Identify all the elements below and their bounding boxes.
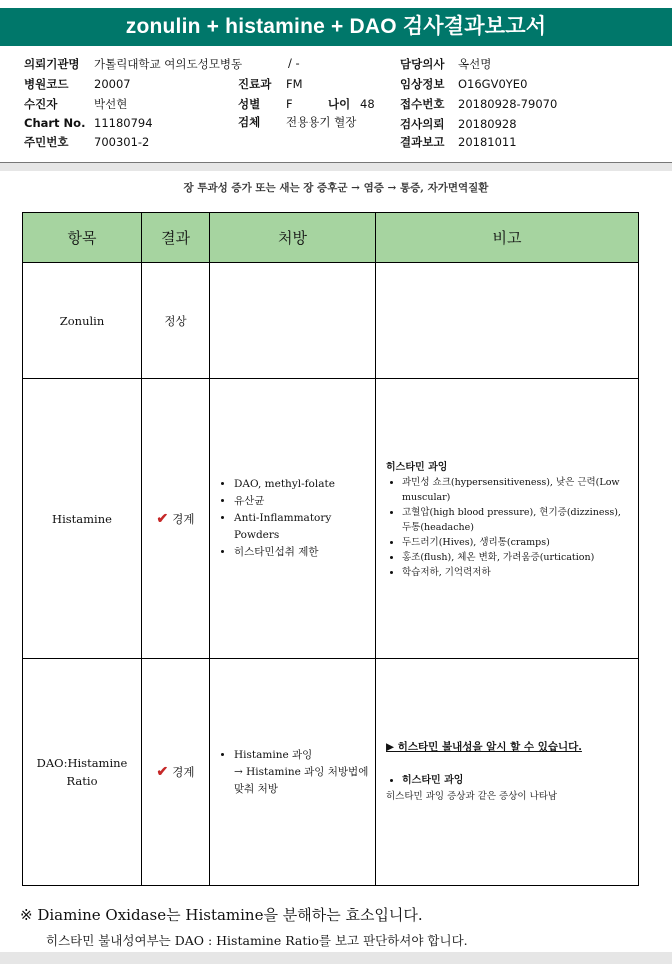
- row-ratio-prescription: [209, 658, 376, 886]
- list-item: • 히스타민섭취 제한: [234, 544, 369, 561]
- list-item: • DAO, methyl-folate: [234, 476, 369, 493]
- check-icon: ✔: [156, 764, 169, 780]
- report-value: 20181011: [458, 135, 517, 149]
- ratio-prescription-list: [218, 747, 369, 764]
- chart-label: Chart No.: [24, 116, 86, 130]
- row-histamine-prescription: [209, 378, 376, 659]
- prescription-list: [218, 476, 369, 561]
- receipt-value: 20180928-79070: [458, 97, 558, 111]
- list-item: • 유산균: [234, 493, 369, 510]
- gray-band: [0, 163, 672, 171]
- doctor-label: 담당의사: [400, 57, 445, 71]
- sex-label: 성별: [238, 97, 261, 111]
- code-value: 20007: [94, 77, 131, 91]
- note-text: 히스타민 과잉 증상과 같은 증상이 나타남: [386, 791, 558, 802]
- hospital-value: 가톨릭대학교 여의도성모병동: [94, 57, 243, 71]
- footer-line-2: 히스타민 불내성여부는 DAO : Histamine Ratio를 보고 판단하셔야 합니다.: [46, 933, 468, 948]
- ratio-result-text: 경계: [172, 765, 195, 779]
- check-icon: ✔: [156, 510, 169, 527]
- dept-label: 진료과: [238, 77, 272, 91]
- specimen-label: 검체: [238, 115, 261, 129]
- list-item: • 두드러기(Hives), 생리통(cramps): [402, 535, 630, 550]
- histamine-result-text: 경계: [172, 511, 195, 526]
- ward-value: / -: [288, 56, 300, 70]
- header-result: 결과: [141, 212, 210, 263]
- hospital-row: [24, 56, 242, 72]
- clinical-label: 임상정보: [400, 77, 445, 91]
- note-content: [386, 458, 630, 580]
- row-zonulin-note: [375, 262, 639, 379]
- doctor-value: 옥선명: [458, 57, 492, 71]
- list-item: • Anti-Inflammatory Powders: [234, 510, 369, 544]
- bottom-band: [0, 952, 672, 964]
- code-label: 병원코드: [24, 77, 69, 91]
- row-histamine-note: [375, 378, 639, 659]
- request-value: 20180928: [458, 117, 517, 131]
- row-zonulin-prescription: [209, 262, 376, 379]
- list-item: • 홍조(flush), 체온 변화, 가려움증(urtication): [402, 550, 630, 565]
- chart-value: 11180794: [94, 116, 153, 130]
- row-ratio-result: [141, 658, 210, 886]
- specimen-value: 전용용기 혈장: [286, 115, 357, 129]
- dept-value: FM: [286, 77, 303, 91]
- row-zonulin-result: 정상: [141, 262, 210, 379]
- note-heading: ▶ 히스타민 불내성을 알시 할 수 있습니다.: [386, 741, 582, 753]
- subtitle: 장 투과성 증가 또는 새는 장 증후군 → 염증 → 통증, 자가면역질환: [183, 182, 489, 194]
- row-ratio-note: [375, 658, 639, 886]
- report-label: 결과보고: [400, 135, 445, 149]
- patient-label: 수진자: [24, 97, 58, 111]
- row-histamine-item: Histamine: [22, 378, 142, 659]
- row-ratio-item: DAO:Histamine Ratio: [22, 658, 142, 886]
- age-value: 48: [360, 97, 375, 111]
- id-label: 주민번호: [24, 135, 69, 149]
- header-item: 항목: [22, 212, 142, 263]
- id-value: 700301-2: [94, 135, 150, 149]
- list-item: • 고혈압(high blood pressure), 현기증(dizziness), 두통(headache): [402, 505, 630, 535]
- age-label: 나이: [328, 97, 351, 111]
- list-item: • 과민성 쇼크(hypersensitiveness), 낮은 근력(Low muscular): [402, 475, 630, 505]
- clinical-value: O16GV0YE0: [458, 77, 528, 91]
- row-histamine-result: [141, 378, 210, 659]
- prescription-sub: → Histamine 과잉 처방법에 맞춰 처방: [234, 765, 369, 795]
- request-label: 검사의뢰: [400, 117, 445, 131]
- list-item: • Histamine 과잉: [234, 747, 369, 764]
- hospital-label: 의뢰기관명: [24, 57, 80, 71]
- header-note: 비고: [375, 212, 639, 263]
- note-list: [386, 475, 630, 580]
- list-item: • 학습저하, 기억력저하: [402, 565, 630, 580]
- list-item: • 히스타민 과잉: [402, 772, 582, 789]
- header-prescription: 처방: [209, 212, 376, 263]
- note-title: 히스타민 과잉: [386, 461, 448, 473]
- report-title: zonulin + histamine + DAO 검사결과보고서: [0, 8, 672, 46]
- footer-line-1: ※ Diamine Oxidase는 Histamine을 분해하는 효소입니다.: [20, 906, 423, 924]
- receipt-label: 접수번호: [400, 97, 445, 111]
- sex-value: F: [286, 97, 293, 111]
- patient-value: 박선현: [94, 97, 128, 111]
- ratio-note-list: [386, 772, 582, 789]
- row-zonulin-item: Zonulin: [22, 262, 142, 379]
